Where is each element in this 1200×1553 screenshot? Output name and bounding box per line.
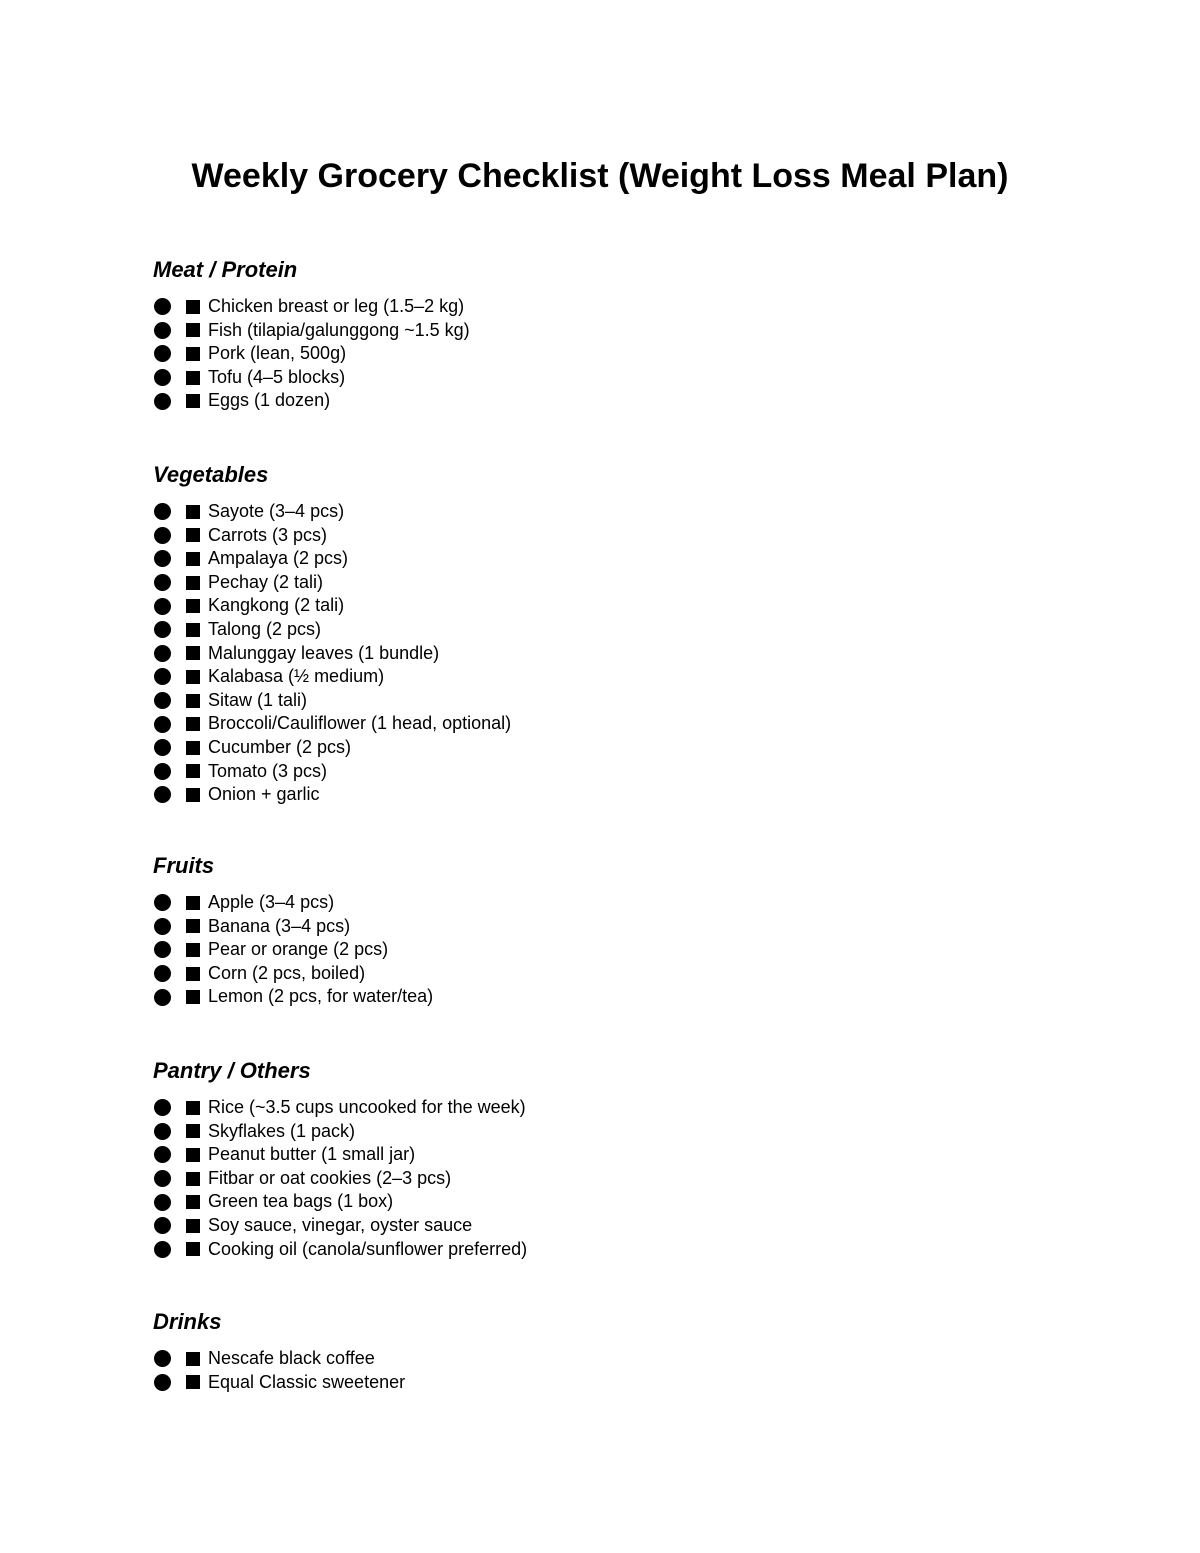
list-item [153, 712, 511, 736]
bullet-dot-icon [154, 369, 171, 386]
item-label: Ampalaya (2 pcs) [208, 548, 349, 569]
checkbox-square-icon[interactable] [186, 1375, 200, 1389]
bullet-dot-icon [154, 941, 171, 958]
checkbox-square-icon[interactable] [186, 990, 200, 1004]
list-item [153, 665, 511, 689]
bullet-dot-icon [154, 739, 171, 756]
checkbox-square-icon[interactable] [186, 764, 200, 778]
bullet-dot-icon [154, 786, 171, 803]
checkbox-square-icon[interactable] [186, 646, 200, 660]
bullet-dot-icon [154, 918, 171, 935]
item-label: Fitbar or oat cookies (2–3 pcs) [208, 1167, 452, 1188]
section-heading: Pantry / Others [153, 1058, 311, 1083]
list-item [153, 319, 470, 343]
checkbox-square-icon[interactable] [186, 967, 200, 981]
list-item [153, 594, 511, 618]
list-item [153, 295, 470, 319]
bullet-dot-icon [154, 298, 171, 315]
item-label: Kangkong (2 tali) [208, 595, 345, 616]
checkbox-square-icon[interactable] [186, 576, 200, 590]
bullet-dot-icon [154, 393, 171, 410]
list-item [153, 547, 511, 571]
section-meat-protein [153, 255, 470, 413]
bullet-dot-icon [154, 1123, 171, 1140]
checkbox-square-icon[interactable] [186, 1352, 200, 1366]
checkbox-square-icon[interactable] [186, 788, 200, 802]
bullet-dot-icon [154, 621, 171, 638]
bullet-dot-icon [154, 668, 171, 685]
list-item [153, 985, 433, 1009]
bullet-dot-icon [154, 1170, 171, 1187]
checkbox-square-icon[interactable] [186, 741, 200, 755]
item-label: Apple (3–4 pcs) [208, 892, 335, 912]
checkbox-square-icon[interactable] [186, 1219, 200, 1233]
item-label: Soy sauce, vinegar, oyster sauce [208, 1214, 473, 1235]
item-label: Cucumber (2 pcs) [208, 736, 352, 757]
list-item [153, 1190, 527, 1214]
list-item [153, 1167, 527, 1191]
item-label: Pechay (2 tali) [208, 571, 324, 592]
bullet-dot-icon [154, 527, 171, 544]
bullet-dot-icon [154, 1241, 171, 1258]
checkbox-square-icon[interactable] [186, 300, 200, 314]
item-label: Tofu (4–5 blocks) [208, 366, 346, 387]
item-label: Chicken breast or leg (1.5–2 kg) [208, 296, 465, 316]
checkbox-square-icon[interactable] [186, 896, 200, 910]
bullet-dot-icon [154, 763, 171, 780]
list-item [153, 1214, 527, 1238]
checkbox-square-icon[interactable] [186, 1172, 200, 1186]
section-heading: Vegetables [153, 462, 269, 487]
item-label: Fish (tilapia/galunggong ~1.5 kg) [208, 319, 470, 340]
section-heading: Meat / Protein [153, 257, 298, 282]
checkbox-square-icon[interactable] [186, 371, 200, 385]
section-drinks [153, 1307, 405, 1394]
checkbox-square-icon[interactable] [186, 1195, 200, 1209]
bullet-dot-icon [154, 322, 171, 339]
bullet-dot-icon [154, 598, 171, 615]
section-pantry-others [153, 1056, 527, 1261]
section-fruits [153, 851, 433, 1009]
list-item [153, 1371, 405, 1395]
list-item [153, 689, 511, 713]
list-item [153, 342, 470, 366]
list-item [153, 366, 470, 390]
item-label: Kalabasa (½ medium) [208, 666, 385, 687]
bullet-dot-icon [154, 503, 171, 520]
item-label: Skyflakes (1 pack) [208, 1120, 356, 1141]
item-label: Malunggay leaves (1 bundle) [208, 642, 440, 663]
list-item [153, 962, 433, 986]
item-list [153, 295, 470, 413]
list-item [153, 500, 511, 524]
bullet-dot-icon [154, 1374, 171, 1391]
checkbox-square-icon[interactable] [186, 717, 200, 731]
item-label: Rice (~3.5 cups uncooked for the week) [208, 1097, 526, 1117]
item-label: Sayote (3–4 pcs) [208, 501, 345, 521]
item-label: Lemon (2 pcs, for water/tea) [208, 986, 434, 1007]
checkbox-square-icon[interactable] [186, 1242, 200, 1256]
item-label: Banana (3–4 pcs) [208, 915, 351, 936]
item-label: Equal Classic sweetener [208, 1371, 406, 1392]
list-item [153, 571, 511, 595]
item-label: Cooking oil (canola/sunflower preferred) [208, 1238, 528, 1259]
item-label: Pork (lean, 500g) [208, 343, 347, 364]
list-item [153, 891, 433, 915]
list-item [153, 1096, 527, 1120]
checkbox-square-icon[interactable] [186, 943, 200, 957]
bullet-dot-icon [154, 574, 171, 591]
item-label: Onion + garlic [208, 784, 320, 805]
item-label: Green tea bags (1 box) [208, 1191, 394, 1212]
bullet-dot-icon [154, 645, 171, 662]
item-list [153, 500, 511, 807]
list-item [153, 783, 511, 807]
item-label: Pear or orange (2 pcs) [208, 939, 389, 960]
item-label: Nescafe black coffee [208, 1348, 375, 1368]
page-title: Weekly Grocery Checklist (Weight Loss Meal Plan) [191, 157, 1009, 195]
item-list [153, 891, 433, 1009]
list-item [153, 618, 511, 642]
checkbox-square-icon[interactable] [186, 323, 200, 337]
item-label: Carrots (3 pcs) [208, 524, 328, 545]
section-heading: Drinks [153, 1309, 222, 1334]
bullet-dot-icon [154, 1350, 171, 1367]
checkbox-square-icon[interactable] [186, 694, 200, 708]
item-label: Eggs (1 dozen) [208, 390, 331, 411]
item-label: Corn (2 pcs, boiled) [208, 962, 366, 983]
bullet-dot-icon [154, 1099, 171, 1116]
checkbox-square-icon[interactable] [186, 1101, 200, 1115]
list-item [153, 760, 511, 784]
checkbox-square-icon[interactable] [186, 670, 200, 684]
bullet-dot-icon [154, 989, 171, 1006]
item-label: Peanut butter (1 small jar) [208, 1144, 416, 1165]
checkbox-square-icon[interactable] [186, 552, 200, 566]
list-item [153, 642, 511, 666]
bullet-dot-icon [154, 345, 171, 362]
list-item [153, 938, 433, 962]
section-vegetables [153, 460, 511, 807]
list-item [153, 389, 470, 413]
bullet-dot-icon [154, 894, 171, 911]
list-item [153, 736, 511, 760]
item-label: Tomato (3 pcs) [208, 760, 328, 781]
list-item [153, 1238, 527, 1262]
bullet-dot-icon [154, 965, 171, 982]
checkbox-square-icon[interactable] [186, 394, 200, 408]
section-heading: Fruits [153, 853, 215, 878]
bullet-dot-icon [154, 1194, 171, 1211]
checkbox-square-icon[interactable] [186, 1124, 200, 1138]
checkbox-square-icon[interactable] [186, 599, 200, 613]
bullet-dot-icon [154, 716, 171, 733]
list-item [153, 1120, 527, 1144]
checkbox-square-icon[interactable] [186, 347, 200, 361]
bullet-dot-icon [154, 1217, 171, 1234]
item-label: Sitaw (1 tali) [208, 689, 308, 710]
checkbox-square-icon[interactable] [186, 623, 200, 637]
item-list [153, 1096, 527, 1261]
list-item [153, 1347, 405, 1371]
bullet-dot-icon [154, 1146, 171, 1163]
list-item [153, 524, 511, 548]
list-item [153, 915, 433, 939]
checkbox-square-icon[interactable] [186, 919, 200, 933]
bullet-dot-icon [154, 550, 171, 567]
bullet-dot-icon [154, 692, 171, 709]
list-item [153, 1143, 527, 1167]
item-list [153, 1347, 405, 1394]
checkbox-square-icon[interactable] [186, 1148, 200, 1162]
checkbox-square-icon[interactable] [186, 505, 200, 519]
checkbox-square-icon[interactable] [186, 528, 200, 542]
item-label: Broccoli/Cauliflower (1 head, optional) [208, 713, 512, 734]
item-label: Talong (2 pcs) [208, 618, 322, 639]
